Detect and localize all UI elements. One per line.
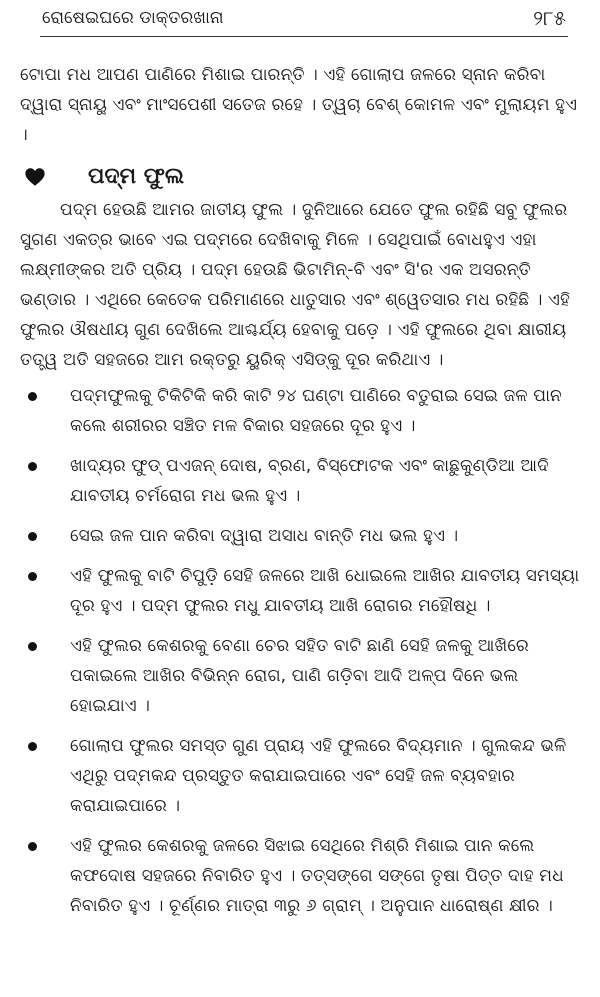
heart-icon — [24, 166, 46, 188]
bullet-dot-icon — [28, 572, 37, 581]
list-item — [20, 561, 586, 621]
list-item — [20, 731, 586, 821]
section-title: ପଦ୍ମ ଫୁଲ — [88, 164, 184, 189]
bullet-list — [20, 381, 586, 921]
bullet-dot-icon — [28, 742, 37, 751]
list-item — [20, 831, 586, 921]
list-item-text: ପଦ୍ମଫୁଲକୁ ଟିକିଟିକି କରି କାଟି ୨୪ ଘଣ୍ଟା ପାଣିରେ ବତୁରାଇ ସେଇ ଜଳ ପାନ କଲେ ଶରୀରର ସଞ୍ଚିତ ମଳ ବିକାର ସହଜରେ ଦୂର ହୁଏ । — [70, 386, 562, 436]
section-paragraph: ପଦ୍ମ ହେଉଛି ଆମର ଜାତୀୟ ଫୁଲ । ଦୁନିଆରେ ଯେତେ ଫୁଲ ରହିଛି ସବୁ ଫୁଲର ସୁଗଣ ଏକତ୍ର ଭାବେ ଏଇ ପଦ୍ମରେ ଦେଖିବାକୁ ମିଳେ । ସେଥିପାଇଁ ବୋଧହୁଏ ଏହା ଲକ୍ଷ୍ମୀଙ୍କର ଅତି ପ୍ରିୟ । ପଦ୍ମ ହେଉଛି ଭିଟାମିନ୍-ବି ଏବଂ ସି'ର ଏକ ଅସରନ୍ତି ଭଣ୍ଡାର । ଏଥିରେ କେତେକ ପରିମାଣରେ ଧାତୁସାର ଏବଂ ଶ୍ୱେତସାର ମଧ ରହିଛି । ଏହି ଫୁଲର ଔଷଧୀୟ ଗୁଣ ଦେଖିଲେ ଆଶ୍ଚର୍ଯ୍ୟ ହେବାକୁ ପଡ଼େ । ଏହି ଫୁଲରେ ଥିବା କ୍ଷାରୀୟ ତତ୍ତ୍ୱ ଅତି ସହଜରେ ଆମ ରକ୍ତରୁ ୟୁରିକ୍ ଏସିଡ୍‌କୁ ଦୂର କରିଥାଏ । — [20, 200, 571, 370]
page-number: ୨୮୫ — [533, 6, 566, 30]
list-item-text: ଗୋଲାପ ଫୁଲର ସମସ୍ତ ଗୁଣ ପ୍ରାୟ ଏହି ଫୁଲରେ ବିଦ୍ୟମାନ । ଗୁଲକନ୍ଦ ଭଳି ଏଥିରୁ ପଦ୍ମକନ୍ଦ ପ୍ରସ୍ତୁତ କରାଯାଇପାରେ ଏବଂ ସେହି ଜଳ ବ୍ୟବହାର କରାଯାଇପାରେ । — [70, 736, 567, 816]
list-item — [20, 381, 586, 441]
page-header — [20, 0, 586, 38]
bullet-dot-icon — [28, 642, 37, 651]
bullet-dot-icon — [28, 532, 37, 541]
list-item — [20, 521, 586, 551]
bullet-dot-icon — [28, 392, 37, 401]
list-item-text: ଖାଦ୍ୟର ଫୁଡ୍ ପଏଜନ୍ ଦୋଷ, ବ୍ରଣ, ବିସ୍ଫୋଟକ ଏବଂ କାଛୁକୁଣ୍ଡିଆ ଆଦି ଯାବତୀୟ ଚର୍ମରୋଗ ମଧ ଭଲ ହୁଏ । — [70, 456, 549, 506]
list-item-text: ଏହି ଫୁଲର କେଶରକୁ ଜଳରେ ସିଝାଇ ସେଥିରେ ମିଶ୍ରି ମିଶାଇ ପାନ କଲେ କଫଦୋଷ ସହଜରେ ନିବାରିତ ହୁଏ । ତତ୍‌ସଙ୍ଗେ ସଙ୍ଗେ ତୃଷା ପିତ୍ତ ଦାହ ମଧ ନିବାରିତ ହୁଏ । ଚୂର୍ଣ୍ଣର ମାତ୍ରା ୩ରୁ ୬ ଗ୍ରାମ୍ । ଅନୁପାନ ଧାରୋଷ୍ଣ କ୍ଷୀର । — [70, 836, 564, 916]
list-item-text: ଏହି ଫୁଲର କେଶରକୁ ବେଣା ଚେର ସହିତ ବାଟି ଛାଣି ସେହି ଜଳକୁ ଆଖିରେ ପକାଇଲେ ଆଖିର ବିଭିନ୍ନ ରୋଗ, ପାଣି ଗଡ଼ିବା ଆଦି ଅଳ୍ପ ଦିନେ ଭଲ ହୋଇଯାଏ । — [70, 636, 529, 716]
bullet-dot-icon — [28, 842, 37, 851]
bullet-dot-icon — [28, 462, 37, 471]
intro-paragraph: ଟୋପା ମଧ ଆପଣ ପାଣିରେ ମିଶାଇ ପାରନ୍ତି । ଏହି ଗୋଲାପ ଜଳରେ ସ୍ନାନ କରିବା ଦ୍ୱାରା ସ୍ନାୟୁ ଏବଂ ମାଂସପେଶୀ ସତେଜ ରହେ । ତ୍ୱଚା ବେଶ୍ କୋମଳ ଏବଂ ମୁଲାୟମ ହୁଏ । — [20, 65, 578, 145]
list-item-text: ସେଇ ଜଳ ପାନ କରିବା ଦ୍ୱାରା ଅସାଧ ବାନ୍ତି ମଧ ଭଲ ହୁଏ । — [70, 526, 459, 546]
list-item-text: ଏହି ଫୁଲକୁ ବାଟି ଚିପୁଡ଼ି ସେହି ଜଳରେ ଆଖି ଧୋଇଲେ ଆଖିର ଯାବତୀୟ ସମସ୍ୟା ଦୂର ହୁଏ । ପଦ୍ମ ଫୁଲର ମଧୁ ଯାବତୀୟ ଆଖି ରୋଗର ମହୌଷଧି । — [70, 566, 580, 616]
header-rule — [40, 36, 568, 37]
section-heading — [20, 164, 586, 189]
list-item — [20, 631, 586, 721]
list-item — [20, 451, 586, 511]
running-title: ରୋଷେଇଘରେ ଡାକ୍ତରଖାନା — [42, 8, 224, 28]
